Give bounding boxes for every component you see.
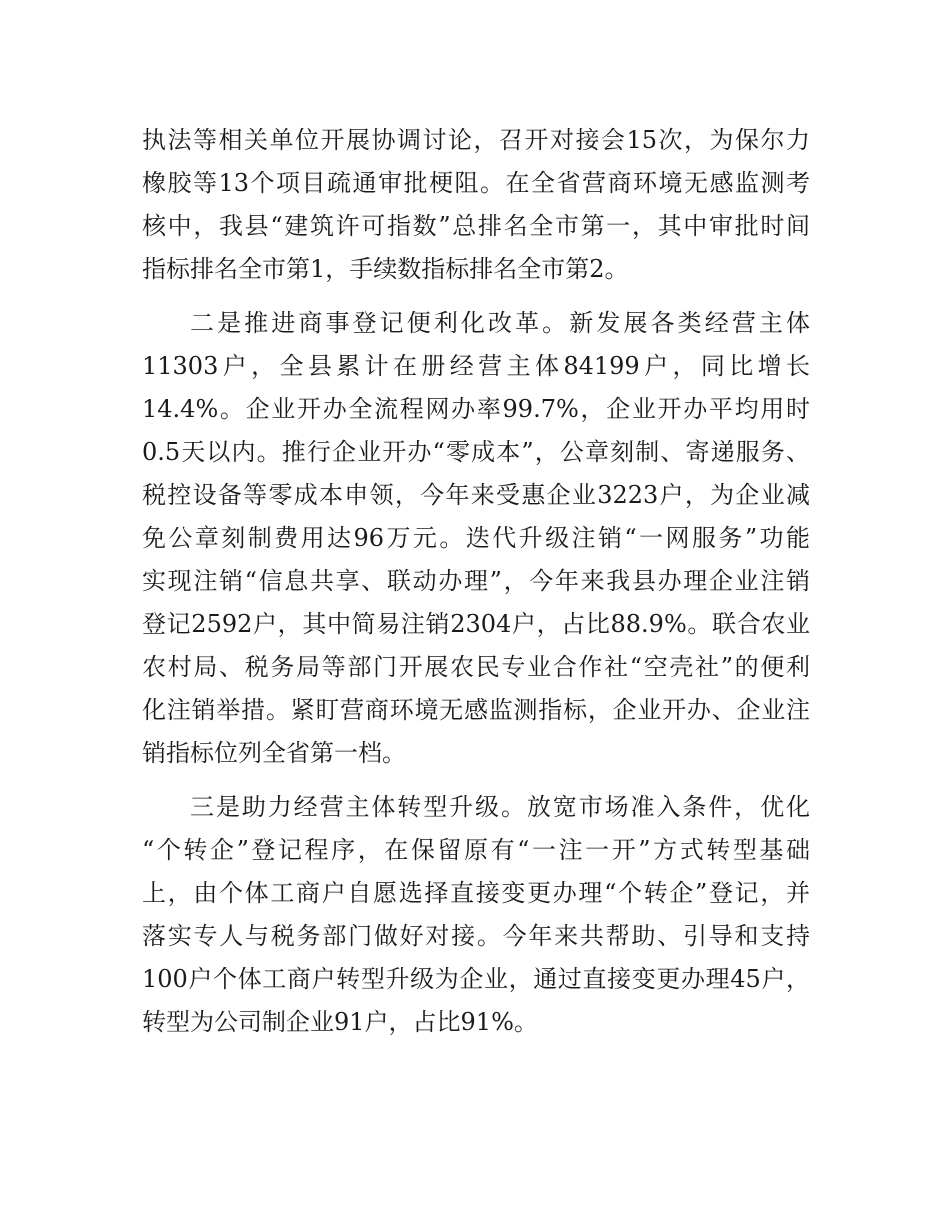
paragraph-2-line-8: 登记2592户，其中简易注销2304户，占比88.9%。联合农业 — [142, 610, 810, 638]
paragraph-2-line-10: 化注销举措。紧盯营商环境无感监测指标，企业开办、企业注 — [142, 696, 810, 724]
paragraph-2-line-7: 实现注销“信息共享、联动办理”，今年来我县办理企业注销 — [142, 567, 810, 595]
paragraph-3-line-1: 三是助力经营主体转型升级。放宽市场准入条件，优化 — [190, 793, 810, 821]
paragraph-2-line-4: 0.5天以内。推行企业开办“零成本”，公章刻制、寄递服务、 — [142, 438, 810, 466]
paragraph-3-line-3: 上，由个体工商户自愿选择直接变更办理“个转企”登记，并 — [142, 879, 810, 907]
paragraph-1-line-4: 指标排名全市第1，手续数指标排名全市第2。 — [142, 255, 629, 283]
paragraph-3-line-2: “个转企”登记程序，在保留原有“一注一开”方式转型基础 — [142, 836, 810, 864]
paragraph-2-line-5: 税控设备等零成本申领，今年来受惠企业3223户，为企业减 — [142, 481, 810, 509]
paragraph-2-line-2: 11303户，全县累计在册经营主体84199户，同比增长 — [142, 352, 810, 380]
paragraph-2-line-1: 二是推进商事登记便利化改革。新发展各类经营主体 — [190, 309, 810, 337]
paragraph-3-line-6: 转型为公司制企业91户，占比91%。 — [142, 1008, 538, 1036]
paragraph-3-line-5: 100户个体工商户转型升级为企业，通过直接变更办理45户， — [142, 965, 810, 993]
paragraph-2-line-9: 农村局、税务局等部门开展农民专业合作社“空壳社”的便利 — [142, 653, 810, 681]
paragraph-2-line-3: 14.4%。企业开办全流程网办率99.7%，企业开办平均用时 — [142, 395, 810, 423]
paragraph-1-line-2: 橡胶等13个项目疏通审批梗阻。在全省营商环境无感监测考 — [142, 169, 810, 197]
paragraph-3-line-4: 落实专人与税务部门做好对接。今年来共帮助、引导和支持 — [142, 922, 810, 950]
paragraph-1-line-3: 核中，我县“建筑许可指数”总排名全市第一，其中审批时间 — [142, 212, 810, 240]
paragraph-2-line-11: 销指标位列全省第一档。 — [142, 739, 406, 767]
paragraph-2-line-6: 免公章刻制费用达96万元。迭代升级注销“一网服务”功能 — [142, 524, 810, 552]
paragraph-1-line-1: 执法等相关单位开展协调讨论，召开对接会15次，为保尔力 — [142, 126, 810, 154]
